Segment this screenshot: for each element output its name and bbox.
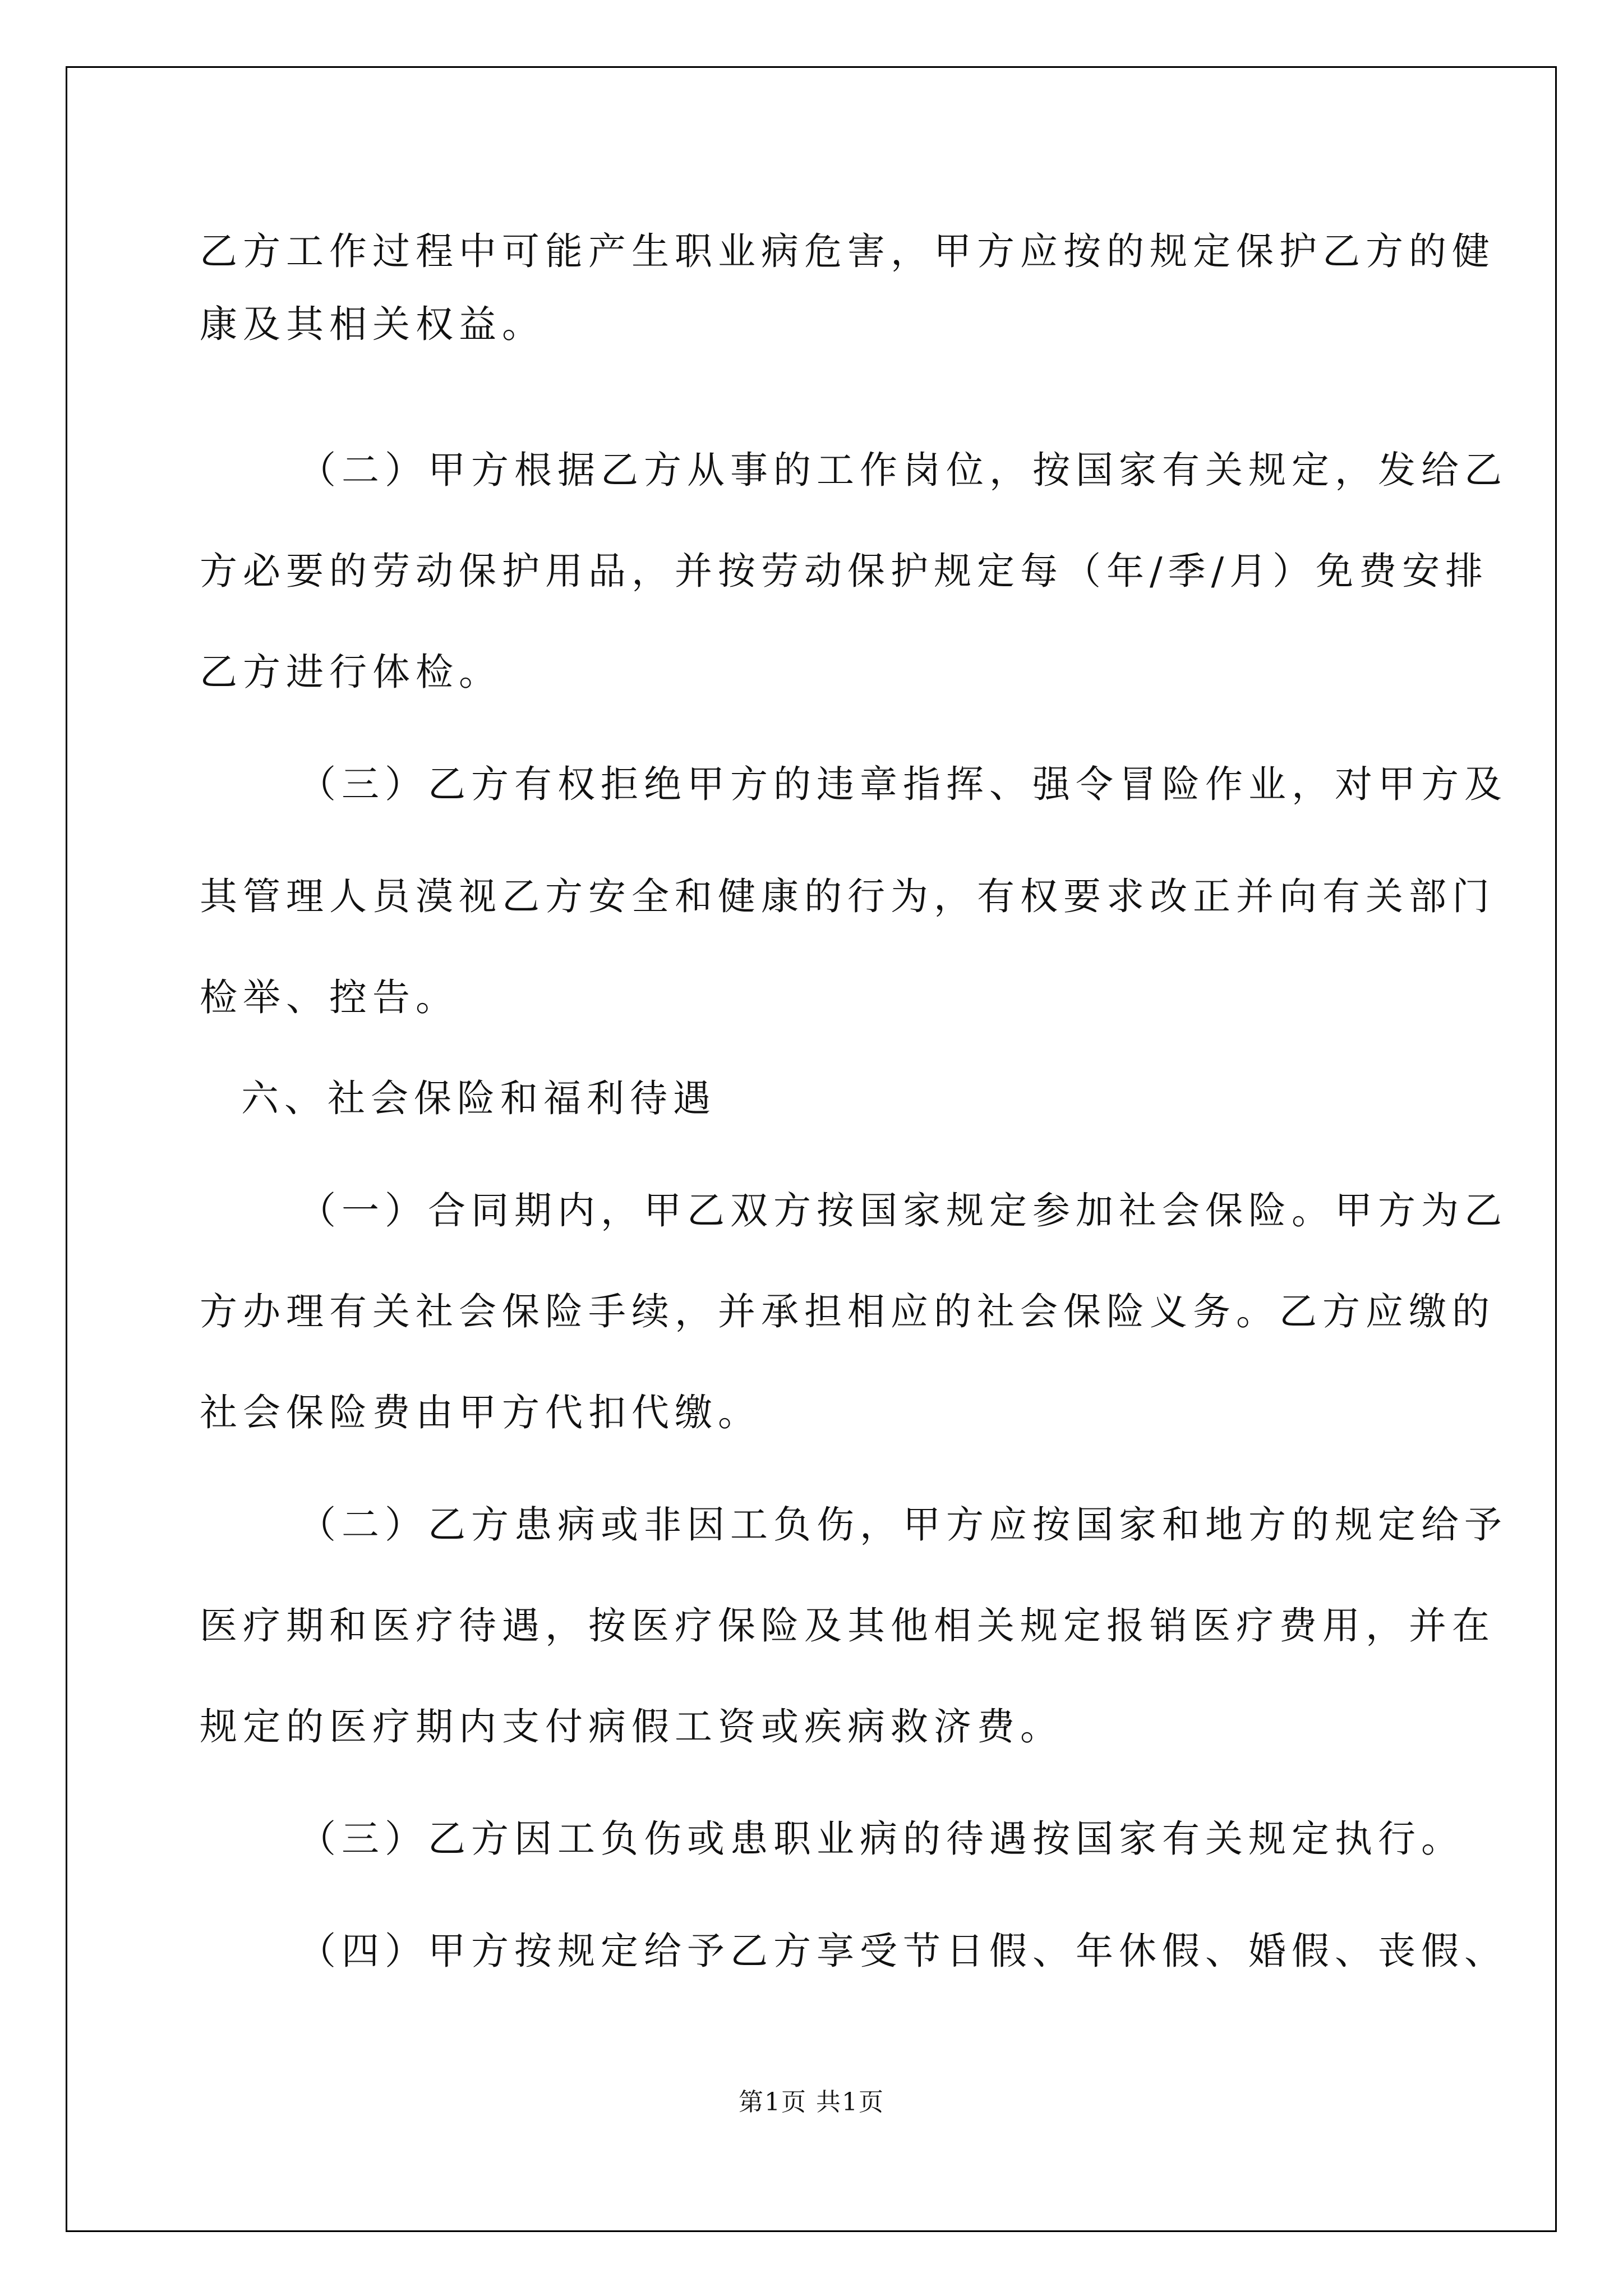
page-frame — [66, 66, 1557, 2232]
page-footer: 第1页 共1页 — [739, 2088, 884, 2116]
text-line: （三）乙方有权拒绝甲方的违章指挥、强令冒险作业，对甲方及 — [298, 762, 1507, 806]
text-line: 社会保险费由甲方代扣代缴。 — [200, 1391, 761, 1434]
text-line: （三）乙方因工负伤或患职业病的待遇按国家有关规定执行。 — [298, 1817, 1464, 1861]
text-line: （二）乙方患病或非因工负伤，甲方应按国家和地方的规定给予 — [298, 1503, 1507, 1547]
text-line: 乙方进行体检。 — [200, 650, 502, 694]
text-line: 康及其相关权益。 — [200, 302, 545, 346]
section-heading: 六、社会保险和福利待遇 — [241, 1076, 716, 1120]
text-line: （二）甲方根据乙方从事的工作岗位，按国家有关规定，发给乙 — [298, 448, 1507, 492]
text-line: 规定的医疗期内支付病假工资或疾病救济费。 — [200, 1705, 1063, 1749]
text-line: （一）合同期内，甲乙双方按国家规定参加社会保险。甲方为乙 — [298, 1189, 1507, 1232]
text-line: 方必要的劳动保护用品，并按劳动保护规定每（年/季/月）免费安排 — [200, 549, 1489, 593]
text-line: 方办理有关社会保险手续，并承担相应的社会保险义务。乙方应缴的 — [200, 1290, 1495, 1333]
text-line: 检举、控告。 — [200, 976, 459, 1019]
text-line: 医疗期和医疗待遇，按医疗保险及其他相关规定报销医疗费用，并在 — [200, 1604, 1495, 1648]
text-line: 乙方工作过程中可能产生职业病危害，甲方应按的规定保护乙方的健 — [200, 229, 1495, 273]
text-line: （四）甲方按规定给予乙方享受节日假、年休假、婚假、丧假、 — [298, 1929, 1507, 1973]
text-line: 其管理人员漠视乙方安全和健康的行为，有权要求改正并向有关部门 — [200, 875, 1495, 918]
